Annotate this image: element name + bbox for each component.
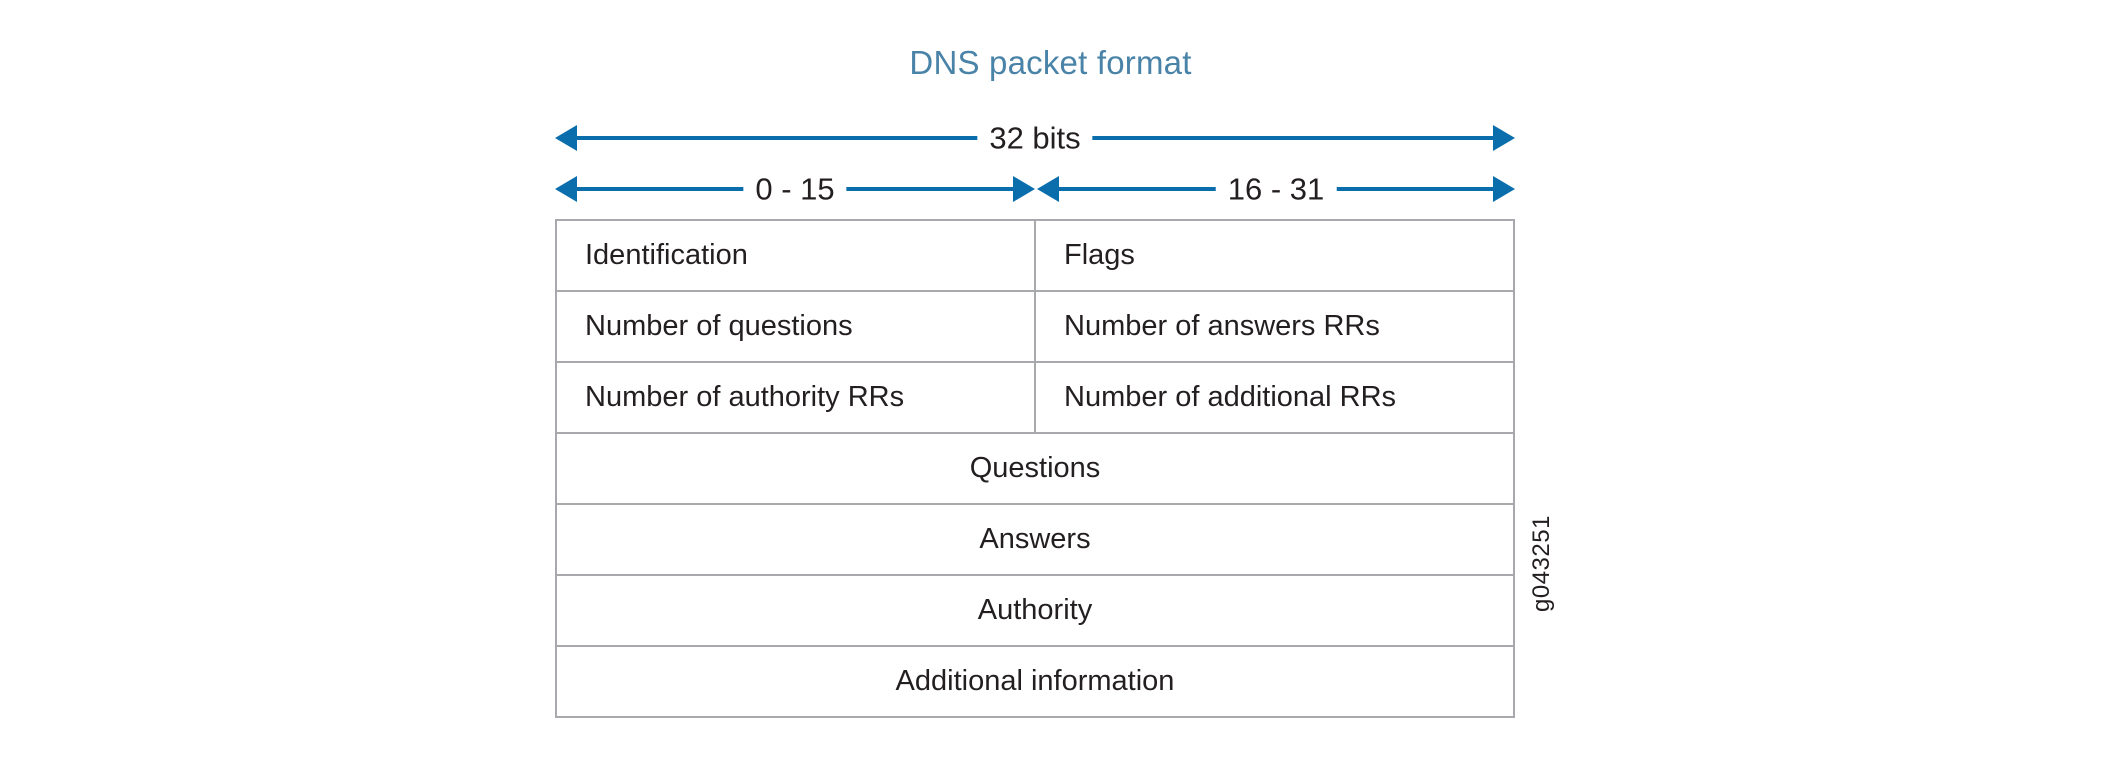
width-scale-16-31 [1037, 169, 1515, 209]
table-row [556, 575, 1514, 646]
table-row [556, 220, 1514, 291]
width-scale-0-15-label: 0 - 15 [743, 174, 846, 205]
field-number-of-answers-rrs: Number of answers RRs [1035, 291, 1514, 362]
arrow-head-right-icon [1493, 125, 1515, 151]
field-flags: Flags [1035, 220, 1514, 291]
figure-title [0, 44, 2101, 82]
field-number-of-questions: Number of questions [556, 291, 1035, 362]
figure-id-label: g043251 [1528, 515, 1555, 612]
arrow-head-right-icon [1493, 176, 1515, 202]
table-row [556, 362, 1514, 433]
width-scale-0-15 [555, 169, 1035, 209]
field-answers: Answers [556, 504, 1514, 575]
field-number-of-authority-rrs: Number of authority RRs [556, 362, 1035, 433]
table-row [556, 433, 1514, 504]
table-row [556, 291, 1514, 362]
width-scale-32-bits-label: 32 bits [977, 123, 1092, 154]
field-authority: Authority [556, 575, 1514, 646]
width-scale-16-31-label: 16 - 31 [1216, 174, 1337, 205]
arrow-head-left-icon [1037, 176, 1059, 202]
arrow-head-left-icon [555, 176, 577, 202]
packet-structure-table [555, 219, 1515, 718]
field-number-of-additional-rrs: Number of additional RRs [1035, 362, 1514, 433]
table-row [556, 504, 1514, 575]
field-additional-information: Additional information [556, 646, 1514, 717]
table-row [556, 646, 1514, 717]
arrow-head-right-icon [1013, 176, 1035, 202]
arrow-head-left-icon [555, 125, 577, 151]
field-questions: Questions [556, 433, 1514, 504]
figure-title-text: DNS packet format [909, 44, 1192, 81]
field-identification: Identification [556, 220, 1035, 291]
width-scale-32-bits [555, 118, 1515, 158]
